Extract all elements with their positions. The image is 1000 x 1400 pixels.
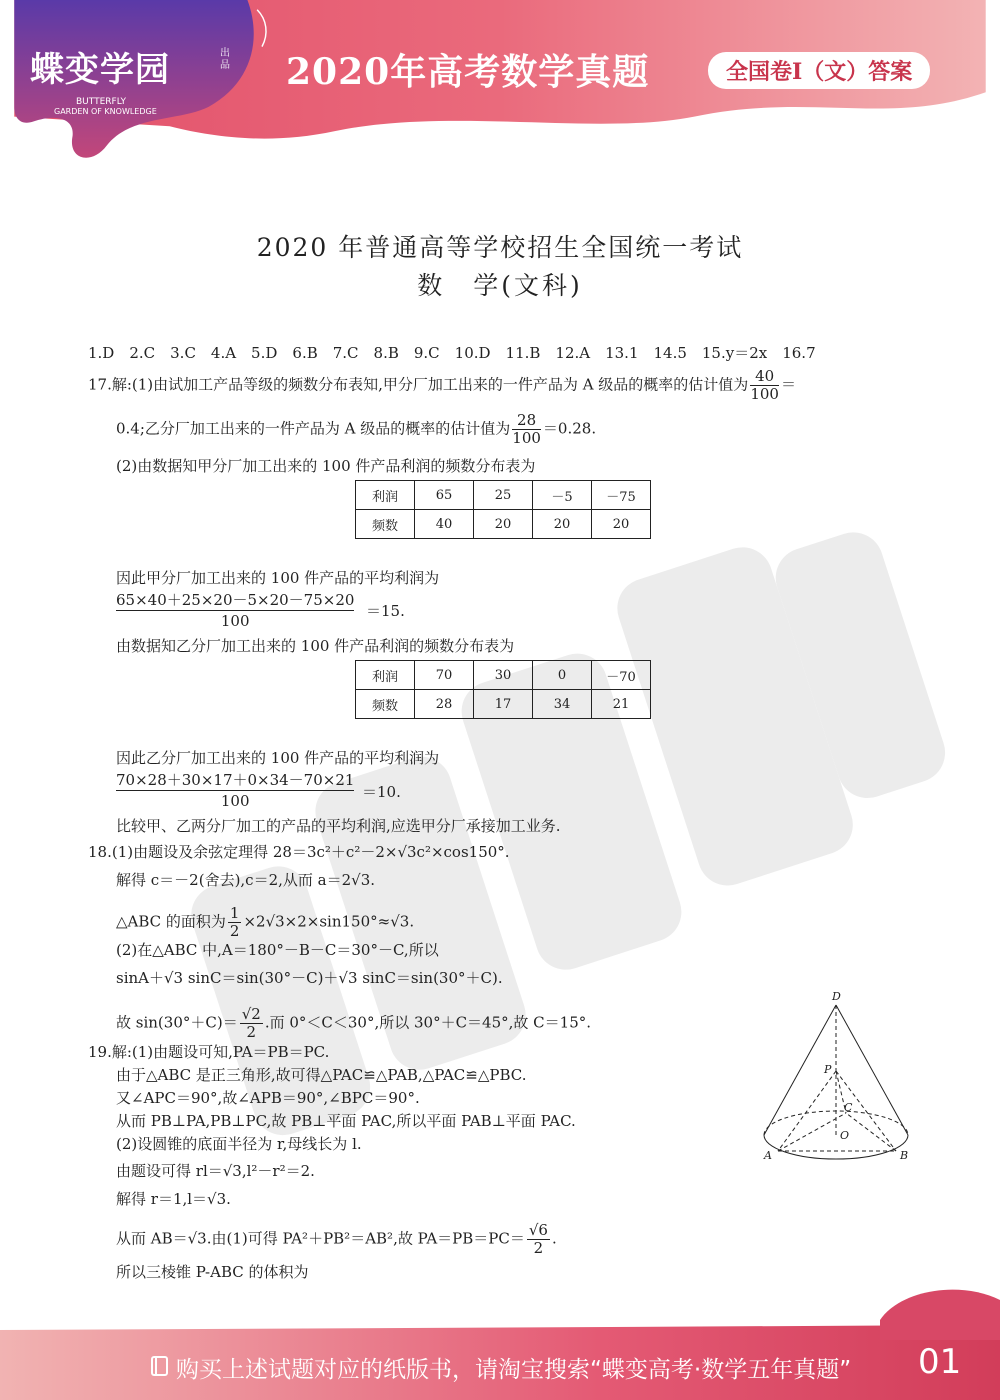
fraction-denominator: 100 xyxy=(750,385,779,403)
table-cell: 30 xyxy=(474,661,533,690)
profit-table-b xyxy=(355,660,651,719)
header-badge: 全国卷Ⅰ（文）答案 xyxy=(708,52,930,89)
q19-fraction-root6 xyxy=(527,1222,550,1257)
q19-line-7: 解得 r＝1,l＝√3. xyxy=(116,1190,231,1208)
fraction-denominator: 2 xyxy=(246,1023,257,1041)
fraction-numerator: 28 xyxy=(512,412,541,430)
q18-fraction-root2 xyxy=(240,1006,263,1041)
table-row xyxy=(356,510,651,539)
q17-line-4: 因此甲分厂加工出来的 100 件产品的平均利润为 xyxy=(116,569,440,587)
brand-english-2: GARDEN OF KNOWLEDGE xyxy=(54,107,157,116)
table-cell: 20 xyxy=(592,510,651,539)
q17-fraction-b xyxy=(512,412,541,447)
label-a: A xyxy=(764,1149,772,1162)
brand-name: 蝶变学园 xyxy=(30,50,170,90)
q17-line-1 xyxy=(88,368,796,403)
q18-text-6: 故 sin(30°＋C)＝ xyxy=(116,1013,238,1032)
profit-table-a xyxy=(355,480,651,539)
page-number: 01 xyxy=(918,1342,962,1382)
q18-text-3-end: ×2√3×2×sin150°≈√3. xyxy=(243,912,415,931)
table-cell: 28 xyxy=(415,690,474,719)
q19-text-8: 从而 AB＝√3.由(1)可得 PA²＋PB²＝AB²,故 PA＝PB＝PC＝ xyxy=(116,1229,525,1248)
brand-tagline: 出品 xyxy=(220,48,230,71)
q17-text-2-end: ＝0.28. xyxy=(542,419,597,438)
brand-english-1: BUTTERFLY xyxy=(76,97,127,107)
fraction-denominator: 100 xyxy=(220,612,250,630)
label-p: P xyxy=(824,1063,832,1076)
table-row xyxy=(356,690,651,719)
q19-line-4: 从而 PB⊥PA,PB⊥PC,故 PB⊥平面 PAC,所以平面 PAB⊥平面 PAC. xyxy=(116,1112,576,1130)
fraction-numerator: √6 xyxy=(528,1221,548,1239)
fraction-numerator: 1 xyxy=(229,904,240,922)
header-title: 2020年高考数学真题 xyxy=(286,51,650,93)
label-d: D xyxy=(832,990,841,1003)
cone-right-generatrix xyxy=(836,1005,908,1135)
table-cell: 频数 xyxy=(356,510,415,539)
label-b: B xyxy=(900,1149,909,1162)
table-row xyxy=(356,661,651,690)
fraction-denominator: 100 xyxy=(220,792,250,810)
table-row xyxy=(356,481,651,510)
q17-line-6: 因此乙分厂加工出来的 100 件产品的平均利润为 xyxy=(116,749,440,767)
fraction-numerator: 65×40＋25×20－5×20－75×20 xyxy=(116,591,355,609)
fraction-numerator: 70×28＋30×17＋0×34－70×21 xyxy=(116,771,355,789)
fraction-denominator: 2 xyxy=(533,1239,544,1257)
q19-line-8 xyxy=(116,1222,557,1257)
footer-promo-text: 购买上述试题对应的纸版书，请淘宝搜索“蝶变高考·数学五年真题” xyxy=(176,1357,852,1383)
q17-line-7: 比较甲、乙两分厂加工的产品的平均利润,应选甲分厂承接加工业务. xyxy=(116,817,561,835)
q19-line-1: 19.解:(1)由题设可知,PA＝PB＝PC. xyxy=(88,1043,330,1061)
label-o: O xyxy=(840,1129,850,1142)
q17-line-3: (2)由数据知甲分厂加工出来的 100 件产品利润的频数分布表为 xyxy=(116,457,536,475)
q18-line-4: (2)在△ABC 中,A＝180°－B－C＝30°－C,所以 xyxy=(116,941,439,959)
table-cell: 25 xyxy=(474,481,533,510)
table-cell: 34 xyxy=(533,690,592,719)
doc-subtitle: 数 学(文科) xyxy=(417,271,583,300)
table-cell: 0 xyxy=(533,661,592,690)
q18-line-2: 解得 c＝－2(舍去),c＝2,从而 a＝2√3. xyxy=(116,871,376,889)
q17-line-2 xyxy=(116,412,596,447)
q17-text-2: 0.4;乙分厂加工出来的一件产品为 A 级品的概率的估计值为 xyxy=(116,419,511,438)
table-cell: 70 xyxy=(415,661,474,690)
fraction-numerator: 40 xyxy=(750,368,779,386)
table-cell: 利润 xyxy=(356,661,415,690)
table-cell: 利润 xyxy=(356,481,415,510)
table-cell: 20 xyxy=(474,510,533,539)
q18-line-6 xyxy=(116,1006,591,1041)
q17-result-b: ＝10. xyxy=(362,783,401,801)
q18-fraction-half xyxy=(228,905,242,940)
answer-key-line: 1.D 2.C 3.C 4.A 5.D 6.B 7.C 8.B 9.C 10.D 11.B 12.A 13.1 14.5 15.y＝2x 16.7 xyxy=(88,344,816,362)
q18-line-5: sinA＋√3 sinC＝sin(30°－C)＋√3 sinC＝sin(30°＋C). xyxy=(116,969,503,987)
table-cell: 21 xyxy=(592,690,651,719)
table-cell: 频数 xyxy=(356,690,415,719)
table-cell: 20 xyxy=(533,510,592,539)
q19-line-6: 由题设可得 rl＝√3,l²－r²＝2. xyxy=(116,1162,315,1180)
fraction-denominator: 2 xyxy=(229,922,240,940)
fraction-numerator: √2 xyxy=(241,1005,261,1023)
q17-average-fraction-b xyxy=(116,770,354,811)
q17-equals: ＝ xyxy=(780,375,796,394)
q18-text-6-end: .而 0°＜C＜30°,所以 30°＋C＝45°,故 C＝15°. xyxy=(264,1013,592,1032)
book-icon xyxy=(150,1355,170,1377)
q19-text-8-end: . xyxy=(551,1229,557,1248)
table-cell: －70 xyxy=(592,661,651,690)
table-cell: 17 xyxy=(474,690,533,719)
q18-text-3: △ABC 的面积为 xyxy=(116,912,226,931)
q17-text-1: 17.解:(1)由试加工产品等级的频数分布表知,甲分厂加工出来的一件产品为 A 级品的概率的估计值为 xyxy=(88,375,749,394)
fraction-denominator: 100 xyxy=(512,429,541,447)
label-c: C xyxy=(844,1101,853,1114)
q19-line-2: 由于△ABC 是正三角形,故可得△PAC≌△PAB,△PAC≌△PBC. xyxy=(116,1066,527,1084)
cone-figure xyxy=(750,985,930,1165)
doc-title: 2020 年普通高等学校招生全国统一考试 xyxy=(256,233,744,262)
q18-line-1: 18.(1)由题设及余弦定理得 28＝3c²＋c²－2×√3c²×cos150°. xyxy=(88,843,510,861)
q19-line-3: 又∠APC＝90°,故∠APB＝90°,∠BPC＝90°. xyxy=(116,1089,420,1107)
q19-line-5: (2)设圆锥的底面半径为 r,母线长为 l. xyxy=(116,1135,362,1153)
table-cell: －5 xyxy=(533,481,592,510)
q17-line-5: 由数据知乙分厂加工出来的 100 件产品利润的频数分布表为 xyxy=(116,637,515,655)
q17-result-a: ＝15. xyxy=(366,602,405,620)
q18-line-3 xyxy=(116,905,414,940)
q19-line-9: 所以三棱锥 P-ABC 的体积为 xyxy=(116,1263,309,1281)
table-cell: 40 xyxy=(415,510,474,539)
q17-fraction-a xyxy=(750,368,779,403)
table-cell: －75 xyxy=(592,481,651,510)
q17-average-fraction-a xyxy=(116,590,354,631)
table-cell: 65 xyxy=(415,481,474,510)
